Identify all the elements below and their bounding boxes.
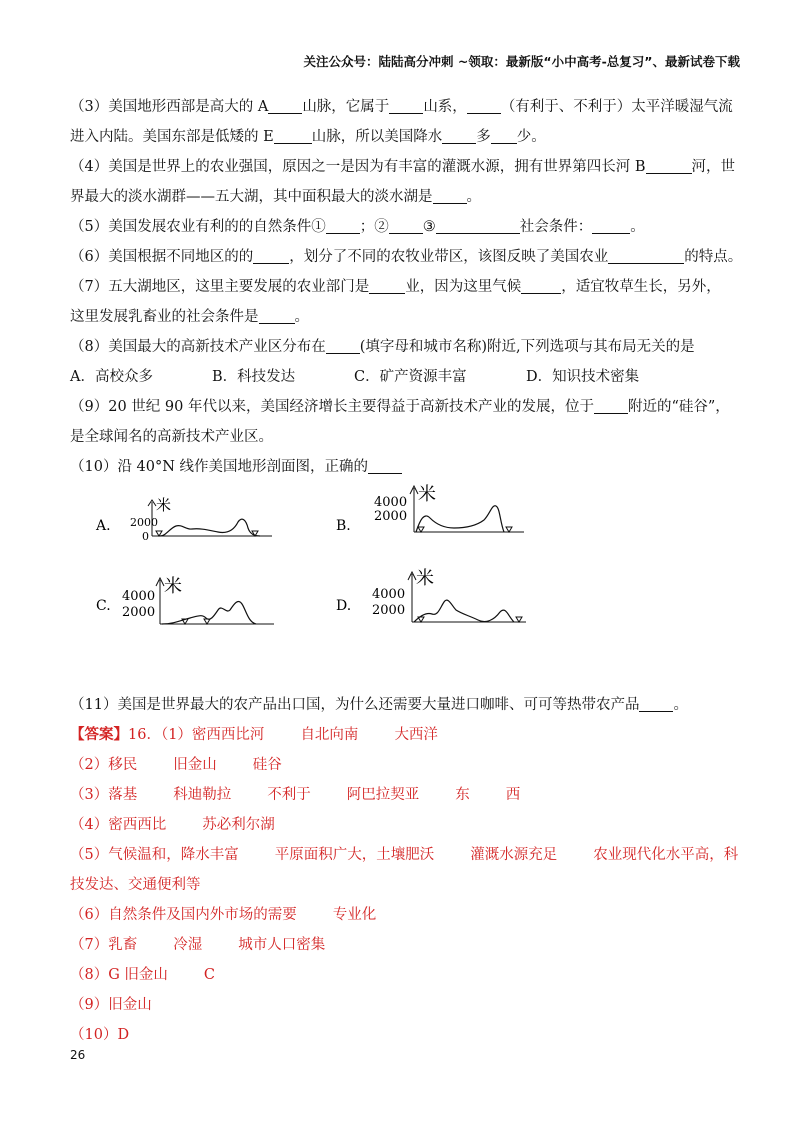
q9-line-2: 是全球闻名的高新技术产业区。	[70, 429, 273, 445]
answer-item: （1）密西西比河	[160, 727, 265, 743]
answer-item: （5）气候温和，降水丰富	[70, 847, 239, 863]
ocean-marker	[506, 527, 512, 532]
answer-row-8	[70, 960, 750, 990]
answer-tag: 【答案】	[70, 726, 128, 743]
text: 。	[294, 309, 309, 325]
ocean-marker	[418, 617, 424, 622]
ocean-marker	[418, 527, 424, 532]
text: 的特点。	[684, 249, 743, 265]
answer-row-5b: 技发达、交通便利等	[70, 877, 201, 893]
answer-blank	[326, 335, 360, 354]
ocean-marker	[516, 617, 522, 622]
answer-row-3	[70, 780, 750, 810]
answer-blank	[594, 395, 628, 414]
answer-item: 阿巴拉契亚	[346, 787, 420, 803]
page-number: 26	[70, 1048, 86, 1062]
plot-label: B.	[336, 518, 351, 534]
text: ，划分了不同的农牧业带区，该图反映了美国农业	[289, 249, 609, 265]
y-tick: 4000	[374, 495, 408, 510]
profile-figure	[70, 482, 750, 690]
terrain-line	[160, 519, 260, 536]
answer-blank	[274, 125, 312, 144]
text: （9）20 世纪 90 年代以来，美国经济增长主要得益于高新技术产业的发展，位于	[70, 399, 594, 415]
plot-label: C.	[96, 598, 111, 614]
text: 山脉，所以美国降水	[311, 129, 443, 145]
text: 多	[476, 129, 491, 145]
q9-line-1	[70, 392, 750, 422]
question-number: 16．	[128, 727, 161, 743]
text: 界最大的淡水湖群——五大湖，其中面积最大的淡水湖是	[70, 189, 433, 205]
text: （10）沿 40°N 线作美国地形剖面图，正确的	[70, 459, 369, 475]
terrain-line	[416, 506, 504, 532]
answer-row-7	[70, 930, 750, 960]
answer-row-6	[70, 900, 750, 930]
text: 河，世	[691, 159, 735, 175]
text: 业，因为这里气候	[405, 279, 522, 295]
answer-blank	[491, 125, 517, 144]
text: ；②	[359, 219, 389, 235]
answer-item: 大西洋	[394, 727, 438, 743]
answer-item: 硅谷	[252, 757, 282, 773]
profile-c-svg	[96, 570, 296, 634]
text: 山系，	[423, 99, 467, 115]
q4-line-2	[70, 182, 750, 212]
text: 进入内陆。美国东部是低矮的 E	[70, 129, 274, 145]
text: （5）美国发展农业有利的的自然条件①	[70, 219, 326, 235]
answer-blank	[326, 215, 360, 234]
page-header: 关注公众号：陆陆高分冲刺 ~领取：最新版“小中高考-总复习”、最新试卷下载	[303, 54, 740, 69]
text: （3）美国地形西部是高大的 A	[70, 99, 269, 115]
y-tick: 2000	[130, 516, 158, 529]
answer-item: 旧金山	[173, 757, 217, 773]
answer-blank	[592, 215, 630, 234]
answer-item: （6）自然条件及国内外市场的需要	[70, 907, 297, 923]
y-tick: 2000	[374, 509, 408, 524]
text: （有利于、不利于）太平洋暖湿气流	[500, 99, 733, 115]
answer-row-5	[70, 840, 750, 870]
answer-item: 农业现代化水平高，科	[593, 847, 739, 863]
text: （8）美国最大的高新技术产业区分布在	[70, 339, 326, 355]
answer-item: （3）落基	[70, 787, 138, 803]
y-tick: 2000	[372, 603, 406, 618]
q7-line-1	[70, 272, 750, 302]
answer-item: （2）移民	[70, 757, 138, 773]
answer-blank	[369, 275, 405, 294]
answer-blank	[433, 185, 467, 204]
q3-line-2	[70, 122, 750, 152]
answer-blank	[442, 125, 476, 144]
profile-b-svg	[336, 482, 536, 552]
answer-item: C	[203, 967, 216, 983]
terrain-line	[414, 600, 514, 622]
text: (填字母和城市名称)附近,下列选项与其布局无关的是	[359, 339, 695, 355]
profile-plot-b	[336, 482, 536, 563]
answer-blank	[253, 245, 289, 264]
profile-plot-d	[336, 562, 546, 645]
answer-row-4	[70, 810, 750, 840]
q10-line	[70, 452, 750, 482]
answer-item: 冷湿	[173, 937, 203, 953]
text: 少。	[516, 129, 546, 145]
y-tick: 4000	[122, 589, 156, 604]
profile-d-svg	[336, 562, 546, 634]
answer-item: 城市人口密集	[238, 937, 326, 953]
answer-row-9: （9）旧金山	[70, 997, 152, 1013]
text: ③	[422, 219, 436, 235]
answer-row-10: （10）D	[70, 1027, 130, 1043]
answer-blank	[521, 275, 561, 294]
unit-label: 米	[416, 568, 434, 589]
text: 这里发展乳畜业的社会条件是	[70, 309, 259, 325]
answer-item: （7）乳畜	[70, 937, 138, 953]
unit-label: 米	[164, 576, 182, 597]
answer-item: 自北向南	[300, 727, 359, 743]
answer-item: 专业化	[332, 907, 377, 923]
answer-blank	[389, 215, 423, 234]
answer-blank	[368, 455, 402, 474]
answer-row-2	[70, 750, 750, 780]
profile-a-svg	[96, 496, 286, 552]
answer-blank	[268, 95, 302, 114]
q7-line-2	[70, 302, 750, 332]
answer-item: 平原面积广大，土壤肥沃	[274, 847, 435, 863]
text: （7）五大湖地区，这里主要发展的农业部门是	[70, 279, 370, 295]
answer-item: 苏必利尔湖	[202, 817, 275, 833]
q6-line	[70, 242, 750, 272]
answer-item: （8）G 旧金山	[70, 967, 168, 983]
q8-options	[70, 362, 750, 392]
answer-row-1	[70, 720, 750, 750]
q3-line-1	[70, 92, 750, 122]
profile-plot-c	[96, 570, 296, 645]
y-tick: 0	[142, 530, 149, 543]
text: 。	[466, 189, 481, 205]
answer-item: 灌溉水源充足	[470, 847, 558, 863]
text: 社会条件：	[519, 219, 593, 235]
q4-line-1	[70, 152, 750, 182]
option-d: D．知识技术密集	[526, 369, 640, 385]
document-body	[70, 92, 750, 1050]
profile-plot-a	[96, 496, 286, 563]
plot-label: A.	[96, 518, 111, 534]
unit-label: 米	[156, 496, 172, 514]
ocean-marker	[204, 619, 210, 624]
answer-blank	[467, 95, 501, 114]
y-tick: 2000	[122, 605, 156, 620]
answer-item: 西	[505, 787, 521, 803]
text: （6）美国根据不同地区的的	[70, 249, 254, 265]
q5-line	[70, 212, 750, 242]
answer-item: 东	[455, 787, 470, 803]
text: 。	[630, 219, 645, 235]
answer-blank	[259, 305, 295, 324]
text: （4）美国是世界上的农业强国，原因之一是因为有丰富的灌溉水源，拥有世界第四长河 B	[70, 159, 646, 175]
y-tick: 4000	[372, 587, 406, 602]
q11-line	[70, 690, 750, 720]
option-a: A．高校众多	[70, 369, 153, 385]
answer-blank	[608, 245, 684, 264]
answer-blank	[639, 693, 673, 712]
answer-blank	[436, 215, 520, 234]
q8-line	[70, 332, 750, 362]
text: ，适宜牧草生长，另外，	[561, 279, 721, 295]
text: （11）美国是世界最大的农产品出口国，为什么还需要大量进口咖啡、可可等热带农产品	[70, 697, 640, 713]
option-c: C．矿产资源丰富	[354, 369, 467, 385]
option-b: B．科技发达	[212, 369, 296, 385]
text: 。	[673, 697, 688, 713]
answer-item: 不利于	[267, 787, 311, 803]
answer-item: 科迪勒拉	[173, 787, 232, 803]
unit-label: 米	[418, 484, 436, 505]
answer-blank	[389, 95, 423, 114]
answer-blank	[646, 155, 692, 174]
text: 山脉，它属于	[302, 99, 390, 115]
text: 附近的“硅谷”，	[627, 399, 730, 415]
ocean-marker	[156, 531, 162, 536]
plot-label: D.	[336, 598, 352, 614]
answer-item: （4）密西西比	[70, 817, 167, 833]
